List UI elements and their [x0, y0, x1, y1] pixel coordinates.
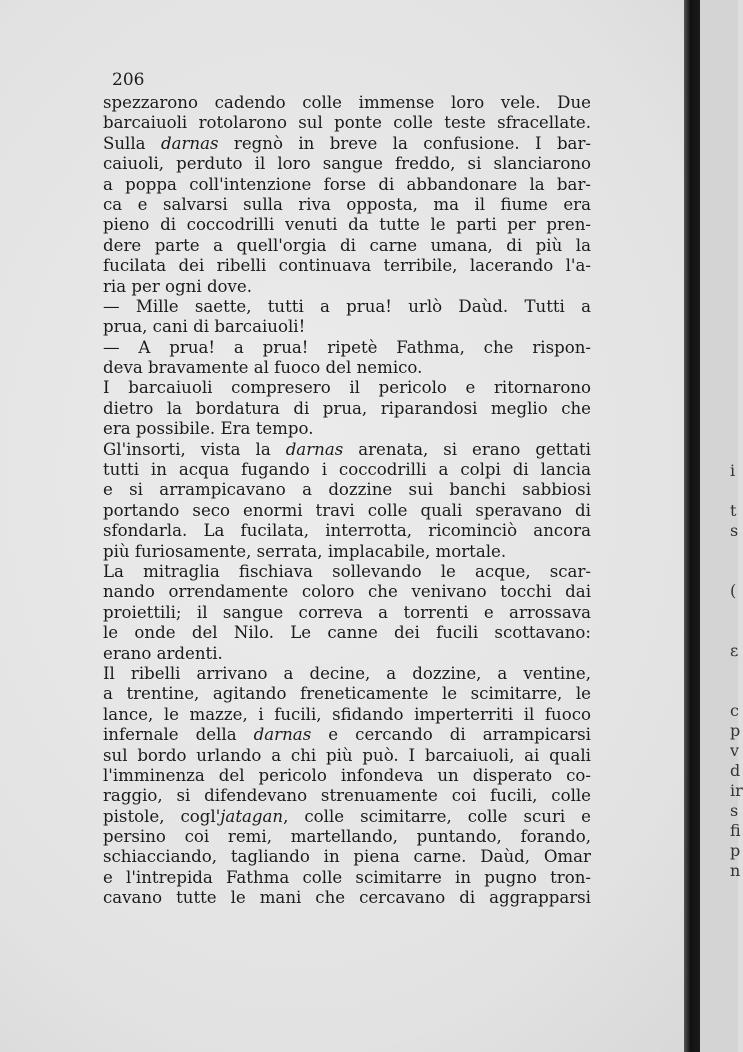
facing-page-fragment: v [730, 741, 740, 760]
text-line: lance, le mazze, i fucili, sfidando imperterriti il fuoco [103, 704, 591, 724]
text-line: I barcaiuoli compresero il pericolo e ritornarono [103, 378, 591, 398]
book-gutter [684, 0, 700, 1052]
text-line: portando seco enormi travi colle quali speravano di [103, 500, 591, 520]
text-line [103, 440, 591, 460]
text-line: era possibile. Era tempo. [103, 419, 314, 439]
facing-page-fragment: c [730, 701, 739, 720]
text-line: erano ardenti. [103, 643, 223, 663]
facing-page-edge [700, 0, 743, 1052]
facing-page-fragment: t [730, 501, 737, 520]
text-line-part: arenata, si erano gettati [343, 439, 591, 459]
facing-page-fragment: s [730, 801, 739, 820]
text-line-part: Sulla [103, 133, 161, 153]
text-line: fucilata dei ribelli continuava terribile, lacerando l'a- [103, 256, 591, 276]
facing-page-fragment: n [730, 861, 741, 880]
facing-page-fragment: d [730, 761, 741, 780]
facing-page-fragment: fi [730, 821, 741, 840]
text-line-part: infernale della [103, 725, 254, 745]
text-line: proiettili; il sangue correva a torrenti e arrossava [103, 602, 591, 622]
text-line: dere parte a quell'orgia di carne umana, di più la [103, 235, 591, 255]
body-text [103, 93, 591, 909]
text-line: le onde del Nilo. Le canne dei fucili scottavano: [103, 623, 591, 643]
text-line: e l'intrepida Fathma colle scimitarre in pugno tron- [103, 867, 591, 887]
text-line: prua, cani di barcaiuoli! [103, 317, 306, 337]
text-line: La mitraglia fischiava sollevando le acque, scar- [103, 561, 591, 581]
text-line: persino coi remi, martellando, puntando, forando, [103, 827, 591, 847]
text-line: raggio, si difendevano strenuamente coi fucili, colle [103, 786, 591, 806]
italic-word: jatagan [220, 806, 284, 826]
text-line [103, 807, 591, 827]
text-line: l'imminenza del pericolo infondeva un disperato co- [103, 765, 591, 785]
text-line: — Mille saette, tutti a prua! urlò Daùd. Tutti a [103, 296, 591, 316]
page-number: 206 [112, 70, 145, 90]
facing-page-fragment: ε [730, 641, 739, 660]
text-line: a trentine, agitando freneticamente le scimitarre, le [103, 684, 591, 704]
text-line: schiacciando, tagliando in piena carne. Daùd, Omar [103, 847, 591, 867]
text-line: dietro la bordatura di prua, riparandosi meglio che [103, 398, 591, 418]
text-line [103, 725, 591, 745]
text-line-part: pistole, cogl' [103, 806, 221, 826]
text-line-part: , colle scimitarre, colle scuri e [283, 806, 591, 826]
text-line: nando orrendamente coloro che venivano tocchi dai [103, 582, 591, 602]
text-line: a poppa coll'intenzione forse di abbandonare la bar- [103, 174, 591, 194]
italic-word: darnas [285, 439, 344, 459]
text-line: ca e salvarsi sulla riva opposta, ma il fiume era [103, 194, 591, 214]
text-line: — A prua! a prua! ripetè Fathma, che rispon- [103, 337, 591, 357]
italic-word: darnas [253, 725, 312, 745]
text-line: sul bordo urlando a chi più può. I barcaiuoli, ai quali [103, 745, 591, 765]
text-line: pieno di coccodrilli venuti da tutte le parti per pren- [103, 215, 591, 235]
text-line: caiuoli, perduto il loro sangue freddo, si slanciarono [103, 154, 591, 174]
facing-page-fragment: s [730, 521, 739, 540]
facing-page-fragment: ( [730, 581, 737, 600]
text-line: ria per ogni dove. [103, 276, 253, 296]
facing-page-fragment: p [730, 841, 741, 860]
text-line: e si arrampicavano a dozzine sui banchi sabbiosi [103, 480, 591, 500]
text-line: sfondarla. La fucilata, interrotta, ricominciò ancora [103, 521, 591, 541]
text-line-part: regnò in breve la confusione. I bar- [218, 133, 591, 153]
text-line: più furiosamente, serrata, implacabile, mortale. [103, 541, 507, 561]
text-line: barcaiuoli rotolarono sul ponte colle teste sfracellate. [103, 113, 591, 133]
facing-page-fragment: p [730, 721, 741, 740]
text-line: cavano tutte le mani che cercavano di aggrapparsi [103, 888, 591, 908]
facing-page-fragment: i [730, 461, 736, 480]
text-line: deva bravamente al fuoco del nemico. [103, 358, 423, 378]
text-line-part: Gl'insorti, vista la [103, 439, 286, 459]
facing-page-fragment: ir [730, 781, 743, 800]
text-line: spezzarono cadendo colle immense loro vele. Due [103, 93, 591, 112]
text-line: Il ribelli arrivano a decine, a dozzine, a ventine, [103, 663, 591, 683]
text-line-part: e cercando di arrampicarsi [311, 725, 591, 745]
text-line: tutti in acqua fugando i coccodrilli a colpi di lancia [103, 460, 591, 480]
italic-word: darnas [160, 133, 219, 153]
text-line [103, 134, 591, 154]
